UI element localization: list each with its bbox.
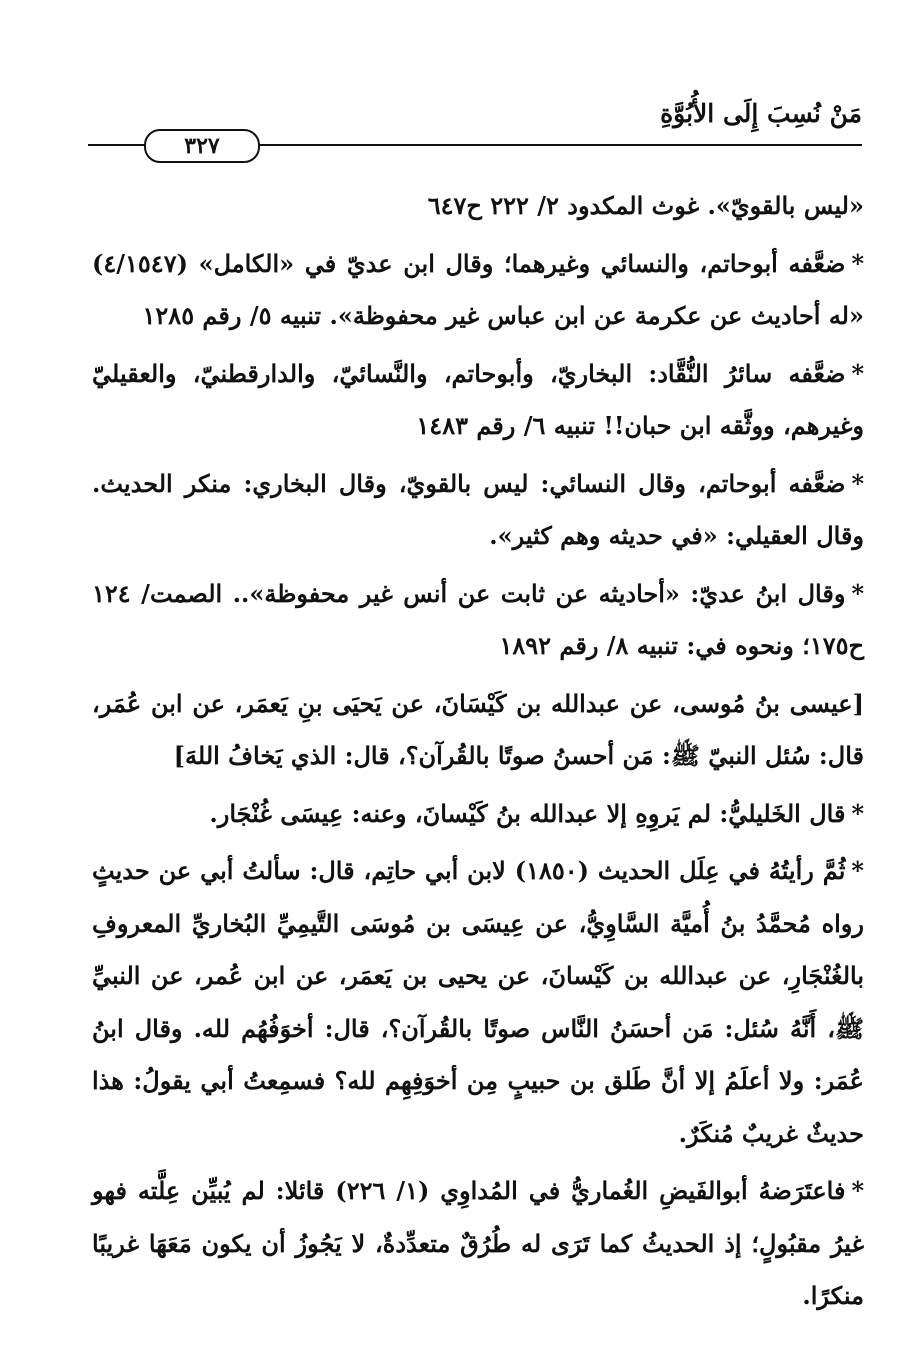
paragraph-text: ضعَّفه أبوحاتم، وقال النسائي: ليس بالقويّ، وقال البخاري: منكر الحديث. وقال العقيلي: «في حديثه وهم كثير». (92, 468, 864, 550)
star-marker: * (851, 468, 865, 498)
paragraph-text: ضعَّفه أبوحاتم، والنسائي وغيرهما؛ وقال ابن عديّ في «الكامل» (٤/١٥٤٧) «له أحاديث عن عكرمة عن ابن عباس غير محفوظة». تنبيه ٥/ رقم ١٢٨٥ (92, 248, 864, 330)
paragraph-7 (92, 788, 864, 841)
running-title: مَنْ نُسِبَ إِلَى الأُبُوَّةِ (660, 99, 862, 128)
paragraph-8 (92, 845, 864, 1160)
page-header (88, 96, 862, 166)
hadith-text (92, 678, 864, 783)
paragraph-4 (92, 458, 864, 563)
page-body (92, 180, 864, 1328)
star-marker: * (851, 798, 864, 828)
star-marker: * (851, 578, 864, 608)
star-marker: * (851, 856, 864, 885)
star-marker: * (851, 358, 864, 388)
paragraph-text: «ليس بالقويّ». غوث المكدود ٢/ ٢٢٢ ح٦٤٧ (427, 191, 864, 220)
paragraph-text: قال الخَليليُّ: لم يَروِهِ إلا عبدالله بنُ كَيْسانَ، وعنه: عِيسَى غُنْجَار. (209, 798, 846, 828)
star-marker: * (851, 248, 864, 278)
paragraph-text: ضعَّفه سائرُ النُّقَّاد: البخاريّ، وأبوحاتم، والنَّسائيّ، والدارقطنيّ، والعقيليّ وغيرهم، ووثَّقه ابن حبان!! تنبيه ٦/ رقم ١٤٨٣ (92, 358, 864, 440)
paragraph-text: فاعتَرَضهُ أبوالفَيضِ الغُماريُّ في المُداوِي (١/ ٢٢٦) قائلا: لم يُبيِّن عِلَّته فهو غيرُ مقبُولٍ؛ إذ الحديثُ كما تَرَى له طُرُقٌ متعدِّدةٌ، لا يَجُوزُ أن يكون مَعَهَا غريبًا منكرًا. (92, 1176, 864, 1310)
paragraph-5 (92, 568, 864, 673)
paragraph-3 (92, 348, 864, 453)
star-marker: * (851, 1176, 864, 1205)
page-number: ٣٢٧ (144, 129, 260, 163)
paragraph-1 (92, 180, 864, 233)
paragraph-9 (92, 1165, 864, 1323)
paragraph-text: ثُمَّ رأيتُهُ في عِلَل الحديث (١٨٥٠) لابن أبي حاتِم، قال: سألتُ أبي عن حديثٍ رواه مُحمَّدُ بنُ أُميَّة السَّاوِيُّ، عن عِيسَى بن مُوسَى التَّيمِيِّ البُخاريِّ المعروفِ بالغُنْجَارِ، عن عبدالله بن كَيْسانَ، عن يحيى بن يَعمَر، عن ابن عُمر، عن النبيِّ ﷺ، أَنَّهُ سُئل: مَن أحسَنُ النَّاس صوتًا بالقُرآن؟، قال: أخوَفُهُم لله. وقال ابنُ عُمَر: ولا أعلَمُ إلا أنَّ طَلق بن حبيبٍ مِن أخوَفِهِم لله؟ فسمِعتُ أبي يقولُ: هذا حديثٌ غريبٌ مُنكَرٌ. (92, 856, 865, 1148)
paragraph-2 (92, 238, 864, 343)
paragraph-text: وقال ابنُ عديّ: «أحاديثه عن ثابت عن أنس غير محفوظة».. الصمت/ ١٢٤ ح١٧٥؛ ونحوه في: تنبيه ٨/ رقم ١٨٩٢ (92, 578, 864, 660)
paragraph-text: [عيسى بنُ مُوسى، عن عبدالله بن كَيْسَانَ، عن يَحيَى بنِ يَعمَر، عن ابن عُمَر، قال: سُئل النبيّ ﷺ: مَن أحسنُ صوتًا بالقُرآن؟، قال: الذي يَخافُ اللهَ] (92, 688, 864, 770)
